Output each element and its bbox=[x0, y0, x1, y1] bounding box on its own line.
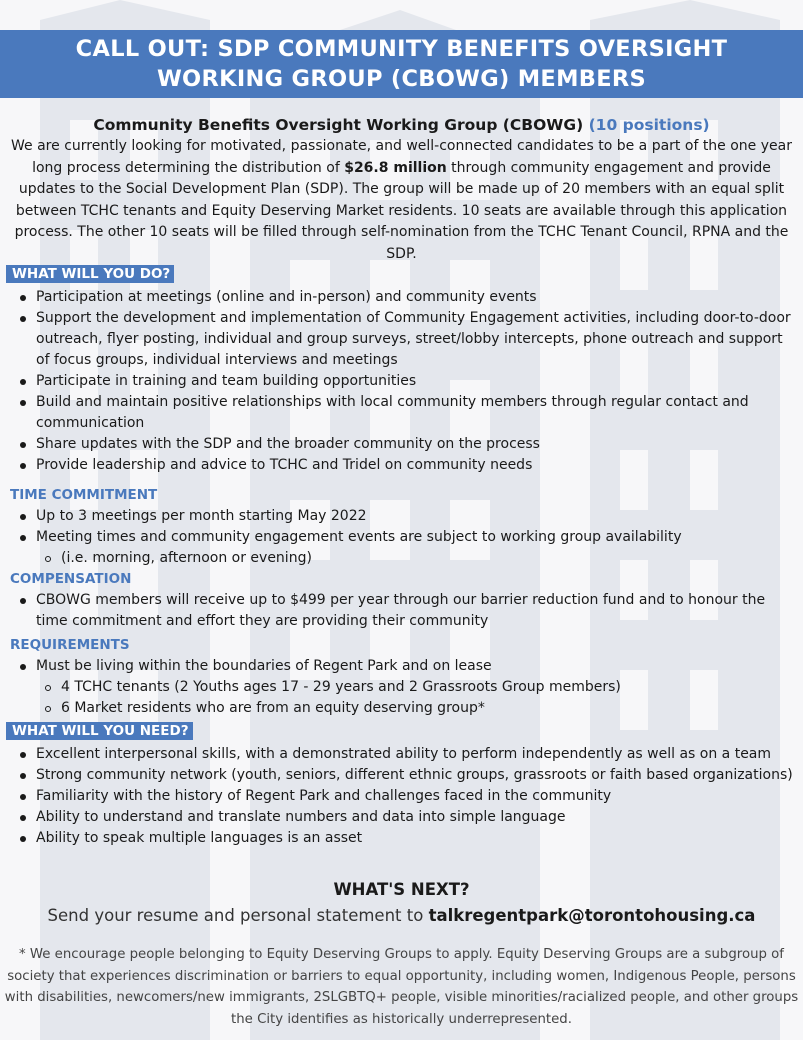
intro-paragraph bbox=[8, 136, 795, 265]
contact-line bbox=[0, 906, 803, 925]
intro-title bbox=[8, 114, 795, 136]
banner-line-1: CALL OUT: SDP COMMUNITY BENEFITS OVERSIGHT bbox=[75, 36, 728, 62]
list-item: CBOWG members will receive up to $499 per year through our barrier reduction fund and to honour the time commitment and effort they are providing their community bbox=[0, 590, 800, 632]
list-item: Excellent interpersonal skills, with a demonstrated ability to perform independently as well as on a team bbox=[0, 744, 800, 765]
intro-text-2: through community engagement and provide updates to the Social Development Plan (SDP). The group will be made up of 20 members with an equal split between TCHC tenants and Equity Deserving Market residents. 10 seats are available through this application process. The other 10 seats will be filled through self-nomination from the TCHC Tenant Council, RPNA and the SDP. bbox=[14, 159, 789, 262]
list-item: Provide leadership and advice to TCHC and Tridel on community needs bbox=[0, 455, 800, 476]
list-item: Familiarity with the history of Regent Park and challenges faced in the community bbox=[0, 786, 800, 807]
sub-list-item: 4 TCHC tenants (2 Youths ages 17 - 29 years and 2 Grassroots Group members) bbox=[0, 677, 800, 698]
list-item: Build and maintain positive relationships with local community members through regular contact and communication bbox=[0, 392, 800, 434]
whats-next-heading: WHAT'S NEXT? bbox=[333, 880, 470, 899]
list-item: Must be living within the boundaries of Regent Park and on lease bbox=[0, 656, 800, 677]
sub-list-item: (i.e. morning, afternoon or evening) bbox=[0, 548, 800, 569]
section-heading-need: WHAT WILL YOU NEED? bbox=[6, 722, 193, 740]
list-item: Participation at meetings (online and in-person) and community events bbox=[0, 287, 800, 308]
sub-list-item: 6 Market residents who are from an equity deserving group* bbox=[0, 698, 800, 719]
contact-email-link[interactable]: talkregentpark@torontohousing.ca bbox=[428, 906, 756, 925]
section-heading-requirements: REQUIREMENTS bbox=[10, 637, 130, 653]
intro-section bbox=[8, 114, 795, 265]
time-list bbox=[0, 506, 800, 569]
need-list bbox=[0, 744, 800, 849]
positions-count: (10 positions) bbox=[588, 116, 710, 134]
section-heading-compensation: COMPENSATION bbox=[10, 571, 132, 587]
list-item: Strong community network (youth, seniors, different ethnic groups, grassroots or faith based organizations) bbox=[0, 765, 800, 786]
section-heading-time: TIME COMMITMENT bbox=[10, 487, 158, 503]
list-item: Participate in training and team building opportunities bbox=[0, 371, 800, 392]
do-list bbox=[0, 287, 800, 476]
list-item: Support the development and implementation of Community Engagement activities, including door-to-door outreach, flyer posting, individual and group surveys, street/lobby intercepts, phone outreach and support of focus groups, individual interviews and meetings bbox=[0, 308, 800, 371]
list-item: Meeting times and community engagement events are subject to working group availability bbox=[0, 527, 800, 548]
banner-line-2: WORKING GROUP (CBOWG) MEMBERS bbox=[156, 66, 647, 92]
compensation-list bbox=[0, 590, 800, 632]
requirements-list bbox=[0, 656, 800, 719]
intro-text-1: We are currently looking for motivated, passionate, and well-connected candidates to be a part of the one year long process determining the distribution of bbox=[11, 138, 792, 176]
list-item: Share updates with the SDP and the broader community on the process bbox=[0, 434, 800, 455]
list-item: Up to 3 meetings per month starting May 2022 bbox=[0, 506, 800, 527]
list-item: Ability to speak multiple languages is an asset bbox=[0, 828, 800, 849]
footnote: * We encourage people belonging to Equity Deserving Groups to apply. Equity Deserving Groups are a subgroup of society that experiences discrimination or barriers to equal opportunity, including women, Indigenous People, persons with disabilities, newcomers/new immigrants, 2SLGBTQ+ people, visible minorities/racialized people, and other groups the City identifies as historically underrepresented. bbox=[4, 947, 799, 1027]
list-item: Ability to understand and translate numbers and data into simple language bbox=[0, 807, 800, 828]
title-banner bbox=[0, 30, 803, 98]
section-heading-do: WHAT WILL YOU DO? bbox=[6, 265, 174, 283]
contact-text: Send your resume and personal statement to bbox=[47, 906, 429, 925]
funding-amount: $26.8 million bbox=[344, 159, 447, 176]
intro-title-text: Community Benefits Oversight Working Group (CBOWG) bbox=[93, 116, 584, 134]
